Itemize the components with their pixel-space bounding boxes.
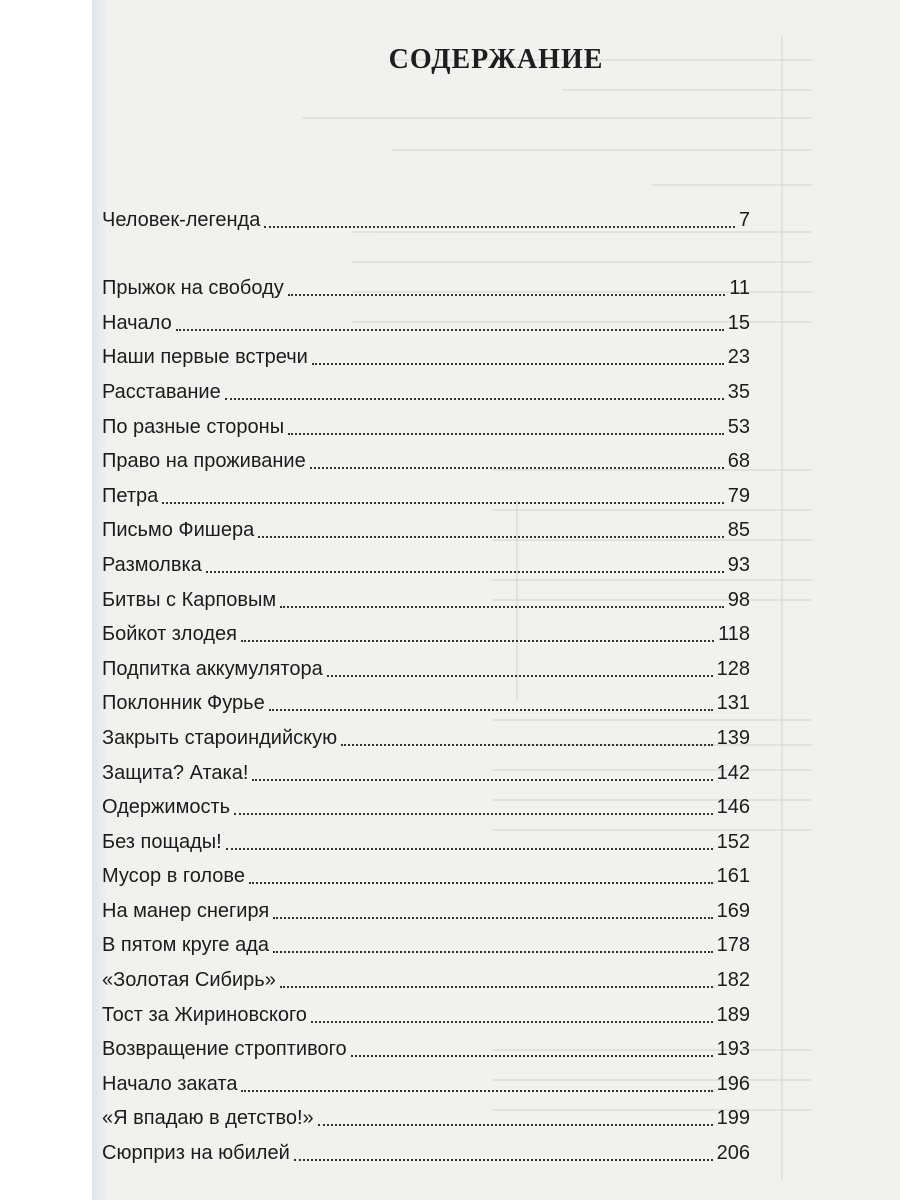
toc-entry	[102, 754, 750, 789]
dot-leader	[341, 744, 713, 746]
dot-leader	[327, 675, 713, 677]
toc-entry	[102, 719, 750, 754]
toc-entry	[102, 443, 750, 478]
dot-leader	[273, 951, 713, 953]
toc-entry-title: Без пощады!	[102, 830, 222, 853]
toc-entry-title: По разные стороны	[102, 415, 285, 438]
toc-entry-page-number: 118	[718, 623, 750, 646]
toc-entry	[102, 789, 750, 824]
toc-entry-title: «Я впадаю в детство!»	[102, 1107, 314, 1130]
table-of-contents	[102, 201, 750, 1169]
toc-entry-page-number: 199	[716, 1107, 750, 1130]
dot-leader	[351, 1055, 713, 1057]
dot-leader	[258, 536, 724, 538]
toc-entry	[102, 512, 750, 547]
dot-leader	[264, 226, 735, 228]
toc-entry-page-number: 178	[716, 934, 750, 957]
toc-entry	[102, 339, 750, 374]
toc-entry-title: Тост за Жириновского	[102, 1003, 307, 1026]
toc-entry	[102, 304, 750, 339]
toc-entry-title: На манер снегиря	[102, 899, 270, 922]
toc-entry-title: Начало заката	[102, 1072, 238, 1095]
toc-entry	[102, 961, 750, 996]
toc-entry	[102, 270, 750, 305]
dot-leader	[311, 1021, 713, 1023]
dot-leader	[280, 606, 724, 608]
dot-leader	[226, 848, 713, 850]
toc-entry-page-number: 152	[716, 830, 750, 853]
dot-leader	[318, 1124, 713, 1126]
toc-entry-page-number: 206	[716, 1142, 750, 1165]
dot-leader	[162, 502, 724, 504]
dot-leader	[206, 571, 724, 573]
toc-entry-page-number: 93	[727, 553, 750, 576]
toc-entry-page-number: 189	[716, 1003, 750, 1026]
toc-entry-page-number: 193	[716, 1038, 750, 1061]
toc-entry	[102, 616, 750, 651]
toc-entry-page-number: 35	[727, 380, 750, 403]
toc-entry-title: В пятом круге ада	[102, 934, 270, 957]
dot-leader	[288, 433, 724, 435]
toc-entry-page-number: 68	[727, 450, 750, 473]
toc-entry-title: Петра	[102, 484, 159, 507]
toc-entry-page-number: 85	[727, 519, 750, 542]
toc-entry-page-number: 139	[716, 726, 750, 749]
toc-entry	[102, 858, 750, 893]
toc-entry	[102, 1134, 750, 1169]
toc-entry-page-number: 161	[716, 865, 750, 888]
dot-leader	[288, 294, 725, 296]
toc-entry	[102, 477, 750, 512]
dot-leader	[249, 882, 713, 884]
toc-entry	[102, 1100, 750, 1135]
toc-entry-title: Закрыть староиндийскую	[102, 726, 338, 749]
dot-leader	[269, 709, 713, 711]
toc-entry-title: Размолвка	[102, 553, 202, 576]
toc-entry	[102, 1031, 750, 1066]
toc-entry	[102, 373, 750, 408]
toc-entry	[102, 546, 750, 581]
toc-entry-page-number: 23	[727, 346, 750, 369]
dot-leader	[225, 398, 724, 400]
toc-entry-page-number: 142	[716, 761, 750, 784]
toc-entry-title: Битвы с Карповым	[102, 588, 277, 611]
toc-entry-title: Мусор в голове	[102, 865, 245, 888]
toc-entry-title: Поклонник Фурье	[102, 692, 265, 715]
toc-entry-page-number: 182	[716, 969, 750, 992]
toc-entry-page-number: 15	[727, 311, 750, 334]
toc-entry-title: Подпитка аккумулятора	[102, 657, 323, 680]
dot-leader	[294, 1159, 713, 1161]
dot-leader	[312, 363, 724, 365]
toc-entry-title: Наши первые встречи	[102, 346, 308, 369]
dot-leader	[273, 917, 712, 919]
toc-entry	[102, 927, 750, 962]
toc-entry-page-number: 7	[738, 208, 750, 231]
toc-entry-title: Прыжок на свободу	[102, 277, 284, 300]
toc-entry-page-number: 196	[716, 1072, 750, 1095]
toc-entry-title: Сюрприз на юбилей	[102, 1142, 290, 1165]
toc-entry	[102, 408, 750, 443]
dot-leader	[280, 986, 713, 988]
toc-entry-title: Бойкот злодея	[102, 623, 237, 646]
toc-entry-title: Одержимость	[102, 796, 231, 819]
toc-heading: СОДЕРЖАНИЕ	[388, 44, 604, 75]
toc-entry-title: Начало	[102, 311, 172, 334]
toc-entry-title: «Золотая Сибирь»	[102, 969, 276, 992]
dot-leader	[176, 329, 724, 331]
toc-entry-page-number: 169	[716, 899, 750, 922]
toc-entry	[102, 685, 750, 720]
toc-entry	[102, 201, 750, 236]
toc-entry-title: Письмо Фишера	[102, 519, 255, 542]
toc-entry-page-number: 11	[729, 277, 750, 300]
toc-entry-page-number: 79	[727, 484, 750, 507]
toc-entry-title: Расставание	[102, 380, 221, 403]
dot-leader	[310, 467, 724, 469]
toc-entry-page-number: 128	[716, 657, 750, 680]
toc-entry	[102, 1065, 750, 1100]
toc-entry	[102, 996, 750, 1031]
toc-entry-title: Человек-легенда	[102, 208, 261, 231]
toc-entry-page-number: 146	[716, 796, 750, 819]
toc-entry-page-number: 53	[727, 415, 750, 438]
toc-entry	[102, 581, 750, 616]
dot-leader	[241, 640, 714, 642]
toc-entry-title: Защита? Атака!	[102, 761, 249, 784]
toc-entry-title: Право на проживание	[102, 450, 306, 473]
toc-entry	[102, 650, 750, 685]
toc-entry-page-number: 131	[716, 692, 750, 715]
dot-leader	[234, 813, 713, 815]
dot-leader	[241, 1090, 712, 1092]
toc-entry-page-number: 98	[727, 588, 750, 611]
toc-entry	[102, 823, 750, 858]
dot-leader	[252, 779, 712, 781]
toc-entry-title: Возвращение строптивого	[102, 1038, 347, 1061]
toc-entry	[102, 892, 750, 927]
